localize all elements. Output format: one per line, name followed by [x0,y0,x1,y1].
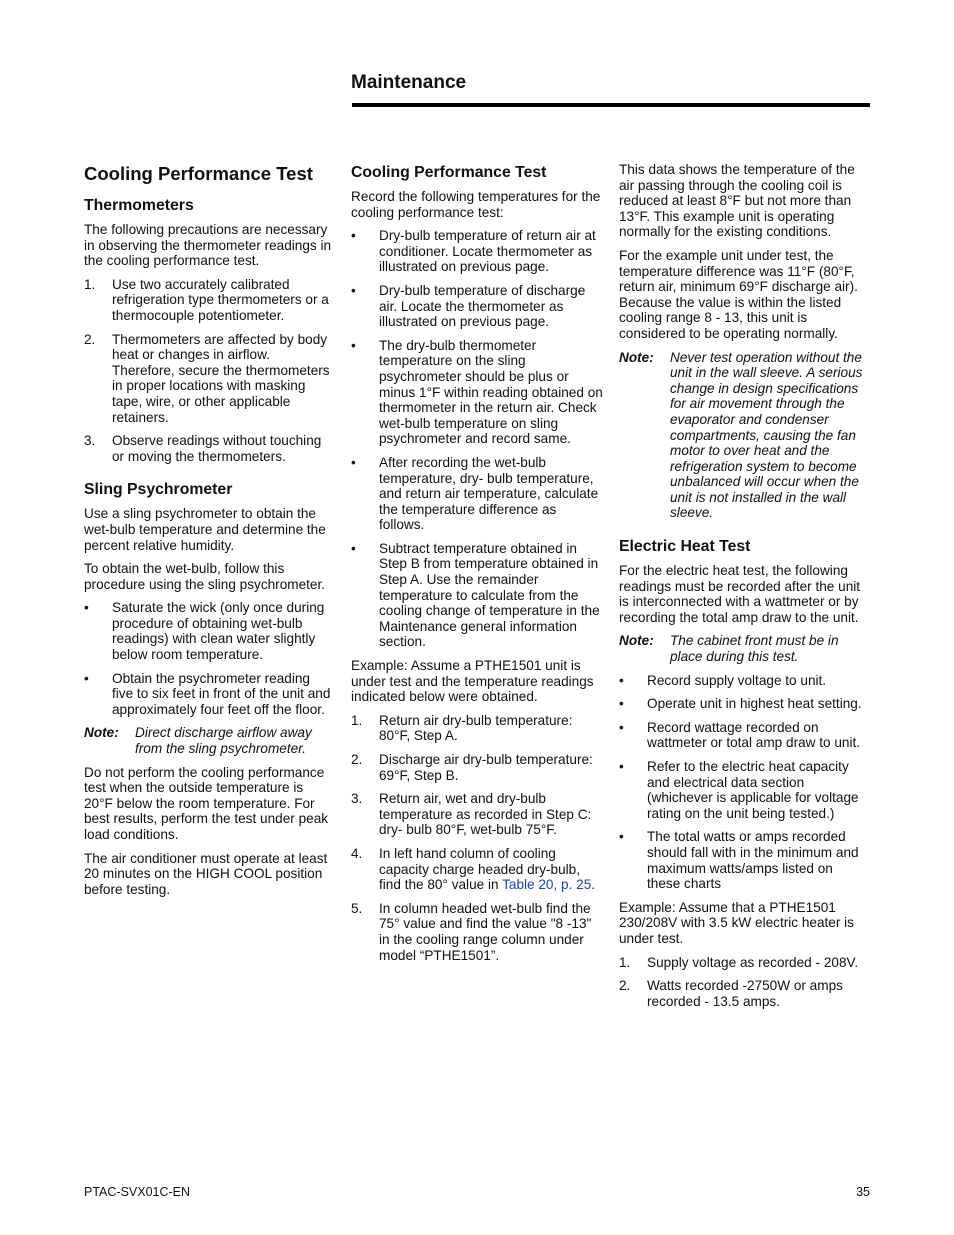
list-item [84,332,332,426]
list-item [351,541,603,650]
column-left [84,162,332,905]
column-middle [351,162,603,971]
list-item [84,600,332,662]
list-number: 1. [619,954,631,970]
section-rule [352,103,870,107]
list-text: Return air dry-bulb temperature: 80°F, Step A. [379,712,573,744]
list-text: Subtract temperature obtained in Step B from temperature obtained in Step A. Use the remainder temperature to calculate from the cooling change of temperature in the Maintenance general information section. [379,540,600,650]
bullet-marker: • [351,337,356,353]
electric-heat-bullets [619,673,869,892]
list-text: Dry-bulb temperature of discharge air. Locate the thermometer as illustrated on previous page. [379,282,586,330]
column-right [619,162,869,1017]
list-text: Observe readings without touching or moving the thermometers. [112,433,322,464]
thermometers-heading: Thermometers [84,197,194,214]
cooling-test-heading: Cooling Performance Test [351,164,547,181]
list-item [351,713,603,744]
note-text: Never test operation without the unit in the wall sleeve. A serious change in design specifications for air movement through the evaporator and condenser compartments, causing the fan motor to over heat and the refrigeration system to become unbalanced will occur when the unit is not installed in the wall sleeve. [670,349,863,521]
thermometers-intro: The following precautions are necessary in observing the thermometer readings in the cooling performance test. [84,222,332,269]
list-text [379,846,603,893]
list-text: Use two accurately calibrated refrigeration type thermometers or a thermocouple potentiometer. [112,276,329,323]
cooling-test-bullets [351,228,603,650]
document-id: PTAC-SVX01C-EN [84,1185,191,1199]
list-number: 3. [84,433,96,449]
step4-text: In left hand column of cooling capacity charge headed dry-bulb, find the 80° value in [379,845,581,893]
bullet-marker: • [351,540,356,556]
electric-heat-intro: For the electric heat test, the following readings must be recorded after the unit is interconnected with a wattmeter or by recording the total amp draw to the unit. [619,563,861,625]
step4-end: . [591,877,596,893]
note-label: Note: [619,633,654,649]
list-item [351,228,603,275]
list-text: Discharge air dry-bulb temperature: 69°F, Step B. [379,752,593,783]
wall-sleeve-note [619,350,869,522]
list-number: 2. [84,331,96,347]
list-text: The total watts or amps recorded should fall with in the minimum and maximum watts/amps listed on these charts [647,829,859,892]
list-text: Return air, wet and dry-bulb temperature as recorded in Step C: dry- bulb 80°F, wet-bulb 75°F. [379,791,592,838]
list-item [84,433,332,464]
list-text: Saturate the wick (only once during procedure of obtaining wet-bulb readings) with clean water slightly below room temperature. [112,600,325,663]
list-number: 3. [351,791,363,807]
list-item [84,277,332,324]
sling-p2: To obtain the wet-bulb, follow this procedure using the sling psychrometer. [84,561,326,592]
list-text: Watts recorded -2750W or amps recorded - 13.5 amps. [647,978,843,1009]
list-item [619,673,869,689]
list-text: In column headed wet-bulb find the 75° value and find the value "8 -13" in the cooling range column under model “PTHE1501”. [379,900,592,963]
thermometers-list [84,277,332,465]
list-text: Operate unit in highest heat setting. [647,696,862,712]
list-number: 1. [351,712,363,728]
list-item [619,696,869,712]
section-header: Maintenance [351,72,467,93]
note-text: The cabinet front must be in place during this test. [670,633,839,665]
page-number: 35 [856,1185,870,1199]
list-text: Record wattage recorded on wattmeter or total amp draw to unit. [647,719,861,751]
list-item [619,955,869,971]
list-text: Refer to the electric heat capacity and electrical data section (whichever is applicable for voltage rating on the unit being tested.) [647,759,859,821]
sling-bullets [84,600,332,717]
list-item [619,759,869,821]
sling-p4: The air conditioner must operate at least 20 minutes on the HIGH COOL position before testing. [84,850,328,897]
bullet-marker: • [351,228,356,244]
bullet-marker: • [619,719,624,735]
electric-heat-heading: Electric Heat Test [619,538,751,556]
sling-heading: Sling Psychrometer [84,481,233,499]
list-item [619,978,869,1009]
list-number: 2. [619,978,631,994]
list-item [351,752,603,783]
example-result: For the example unit under test, the temperature difference was 11°F (80°F, return air, minimum 69°F discharge air). Because the value is within the listed cooling range 8 - 13, this unit is considered to be operating normally. [619,247,858,341]
list-text: Thermometers are affected by body heat or changes in airflow. Therefore, secure the thermometers in proper locations with masking tape, wire, or other applicable retainers. [112,331,330,425]
bullet-marker: • [619,829,624,845]
list-item [351,455,603,533]
data-summary: This data shows the temperature of the air passing through the cooling coil is reduced at least 8°F but not more than 13°F. This example unit is operating normally for the existing conditions. [619,162,855,240]
bullet-marker: • [351,282,356,298]
list-text: The dry-bulb thermometer temperature on the sling psychrometer should be plus or minus 1°F within reading obtained on thermometer in the return air. Check wet-bulb temperature on sling psychrometer and record same. [379,337,603,447]
list-item [84,671,332,718]
list-item [351,791,603,838]
list-number: 1. [84,276,96,292]
list-text: Dry-bulb temperature of return air at conditioner. Locate thermometer as illustrated on previous page. [379,228,596,275]
sling-note [84,725,332,756]
list-item [619,720,869,751]
list-item [351,338,603,447]
bullet-marker: • [619,672,624,688]
list-item [619,829,869,891]
bullet-marker: • [619,759,624,774]
note-label: Note: [619,349,654,365]
electric-example: Example: Assume that a PTHE1501 230/208V with 3.5 kW electric heater is under test. [619,899,854,946]
bullet-marker: • [84,670,89,686]
list-text: After recording the wet-bulb temperature, dry- bulb temperature, and return air temperature, calculate the temperature difference as follows. [379,454,599,533]
list-number: 2. [351,752,363,767]
bullet-marker: • [619,696,624,712]
cooling-test-intro: Record the following temperatures for the cooling performance test: [351,189,601,220]
list-number: 5. [351,900,363,916]
bullet-marker: • [84,600,89,616]
page-title: Cooling Performance Test [84,163,313,184]
list-number: 4. [351,845,363,861]
table-20-link[interactable]: Table 20, p. 25 [502,877,592,893]
bullet-marker: • [351,454,356,470]
list-item [351,901,603,963]
cooling-example: Example: Assume a PTHE1501 unit is under test and the temperature readings indicated below were obtained. [351,658,594,705]
electric-steps [619,955,869,1010]
list-text: Obtain the psychrometer reading five to six feet in front of the unit and approximately four feet off the floor. [112,670,331,717]
list-text: Record supply voltage to unit. [647,672,827,688]
note-text: Direct discharge airflow away from the sling psychrometer. [135,725,312,757]
cooling-steps [351,713,603,963]
sling-p3: Do not perform the cooling performance test when the outside temperature is 20°F below the room temperature. For best results, perform the test under peak load conditions. [84,764,329,842]
cabinet-note [619,633,869,664]
note-label: Note: [84,725,119,741]
sling-p1: Use a sling psychrometer to obtain the wet-bulb temperature and determine the percent relative humidity. [84,506,326,553]
list-item [351,283,603,330]
list-item [351,846,603,893]
list-text: Supply voltage as recorded - 208V. [647,954,859,970]
